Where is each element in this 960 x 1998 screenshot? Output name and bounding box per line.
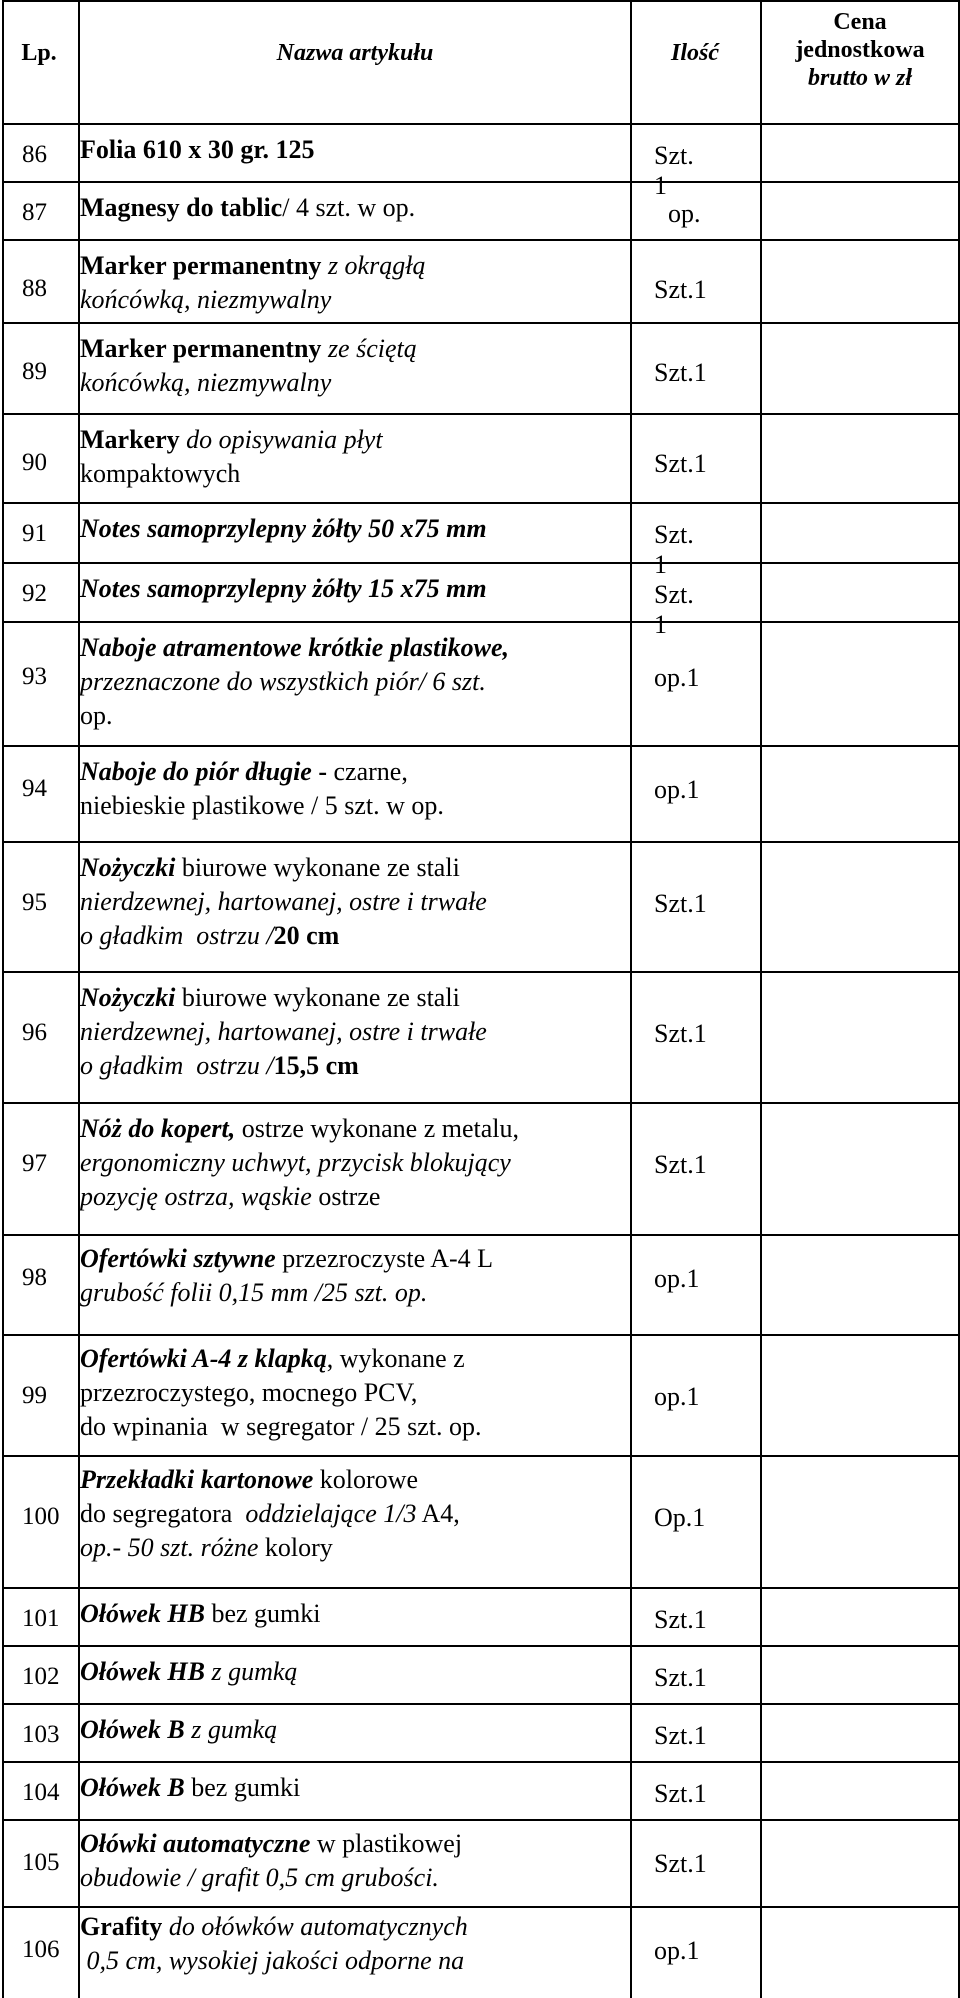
description-segment: kompaktowych <box>80 459 241 488</box>
row-lp: 98 <box>22 1264 47 1291</box>
header-price <box>760 8 960 92</box>
row-description <box>80 1597 320 1631</box>
description-segment: z okrągłą <box>321 251 426 280</box>
row-divider <box>2 239 958 241</box>
description-segment: 0,5 cm, wysokiej jakości odporne na <box>80 1946 465 1975</box>
row-quantity: Szt.1 <box>654 275 707 304</box>
description-segment: nierdzewnej, hartowanej, ostre i trwałe <box>80 887 487 916</box>
row-lp: 92 <box>22 580 47 607</box>
description-line <box>80 423 383 457</box>
row-divider <box>2 621 958 623</box>
description-segment: Ołówek HB <box>80 1599 205 1628</box>
row-description <box>80 851 487 953</box>
column-divider <box>760 0 762 1998</box>
row-quantity: op.1 <box>654 1264 700 1293</box>
row-quantity: Op.1 <box>654 1503 706 1532</box>
description-line <box>80 1910 468 1944</box>
description-line <box>80 1015 487 1049</box>
column-divider <box>2 0 4 1998</box>
row-lp: 100 <box>22 1503 60 1530</box>
description-line <box>80 981 487 1015</box>
row-lp: 93 <box>22 663 47 690</box>
row-lp: 96 <box>22 1019 47 1046</box>
description-segment: Notes samoprzylepny żółty 15 x75 mm <box>80 574 487 603</box>
description-segment: w plastikowej <box>310 1829 463 1858</box>
row-lp: 99 <box>22 1382 47 1409</box>
description-line <box>80 1242 493 1276</box>
description-segment: pozycję ostrza, wąskie <box>80 1182 312 1211</box>
row-lp: 94 <box>22 775 47 802</box>
description-line <box>80 133 314 167</box>
description-segment: / 4 szt. w op. <box>282 193 416 222</box>
description-segment: Ofertówki A-4 z klapką <box>80 1344 327 1373</box>
row-quantity: op. <box>668 199 701 228</box>
description-segment: Przekładki kartonowe <box>80 1465 314 1494</box>
description-line <box>80 1944 468 1978</box>
row-divider <box>2 1102 958 1104</box>
row-divider <box>2 502 958 504</box>
description-segment: do wpinania w segregator / 25 szt. op. <box>80 1412 482 1441</box>
row-description <box>80 572 487 606</box>
description-segment: biurowe wykonane ze stali <box>175 853 460 882</box>
description-line <box>80 1342 481 1376</box>
row-lp: 105 <box>22 1849 60 1876</box>
row-lp: 90 <box>22 449 47 476</box>
description-segment: Nożyczki <box>80 853 176 882</box>
row-lp: 88 <box>22 275 47 302</box>
row-divider <box>2 1906 958 1908</box>
header-price-line3: brutto w zł <box>807 65 913 91</box>
description-segment: ergonomiczny uchwyt, przycisk blokujący <box>80 1148 511 1177</box>
description-segment: Grafity <box>80 1912 163 1941</box>
description-segment: op. <box>80 701 113 730</box>
description-segment: Marker permanentny <box>80 251 322 280</box>
row-divider <box>2 1455 958 1457</box>
row-divider <box>2 322 958 324</box>
description-segment: A4, <box>416 1499 460 1528</box>
description-segment: do opisywania płyt <box>179 425 383 454</box>
row-lp: 101 <box>22 1605 60 1632</box>
description-segment: czarne, <box>333 757 408 786</box>
row-quantity: op.1 <box>654 663 700 692</box>
row-divider <box>2 1703 958 1705</box>
description-line <box>80 1180 519 1214</box>
description-segment: Naboje do piór długie <box>80 757 312 786</box>
description-segment: o gładkim ostrzu / <box>80 921 274 950</box>
description-segment: kolory <box>258 1533 333 1562</box>
row-description <box>80 1342 481 1444</box>
row-quantity: Szt. 1 <box>654 520 694 579</box>
description-segment: 15,5 cm <box>273 1051 359 1080</box>
description-segment: Ołówek B <box>80 1773 185 1802</box>
row-divider <box>2 971 958 973</box>
header-lp: Lp. <box>21 40 57 66</box>
row-description <box>80 1655 297 1689</box>
description-segment: końcówką, niezmywalny <box>80 285 332 314</box>
row-description <box>80 133 314 167</box>
row-description <box>80 332 417 400</box>
row-quantity: Szt.1 <box>654 1779 707 1808</box>
description-line <box>80 1827 462 1861</box>
description-line <box>80 631 509 665</box>
row-quantity: Szt.1 <box>654 1663 707 1692</box>
header-price-line1: Cena <box>833 9 887 35</box>
description-line <box>80 1861 462 1895</box>
description-line <box>80 851 487 885</box>
row-lp: 103 <box>22 1721 60 1748</box>
header-price-line2: jednostkowa <box>795 37 925 63</box>
description-line <box>80 572 487 606</box>
row-lp: 86 <box>22 141 47 168</box>
row-description <box>80 1910 468 1978</box>
row-quantity: Szt.1 <box>654 449 707 478</box>
row-description <box>80 249 425 317</box>
description-segment: Naboje atramentowe krótkie plastikowe, <box>80 633 509 662</box>
row-quantity: Szt. 1 <box>654 141 694 200</box>
row-quantity: Szt.1 <box>654 1150 707 1179</box>
description-line <box>80 755 444 789</box>
column-divider <box>630 0 632 1998</box>
description-line <box>80 919 487 953</box>
row-lp: 102 <box>22 1663 60 1690</box>
row-quantity: Szt.1 <box>654 889 707 918</box>
row-lp: 87 <box>22 199 47 226</box>
description-segment: Nożyczki <box>80 983 176 1012</box>
row-divider <box>2 181 958 183</box>
description-line <box>80 1276 493 1310</box>
description-segment: Ołówek B <box>80 1715 185 1744</box>
row-divider <box>2 1234 958 1236</box>
description-line <box>80 665 509 699</box>
description-line <box>80 789 444 823</box>
row-quantity: Szt. 1 <box>654 580 694 639</box>
description-segment: ostrze wykonane z metalu, <box>235 1114 520 1143</box>
description-line <box>80 457 383 491</box>
row-divider <box>2 745 958 747</box>
row-lp: 89 <box>22 358 47 385</box>
description-line <box>80 699 509 733</box>
row-lp: 91 <box>22 520 47 547</box>
description-segment: oddzielające 1/3 <box>238 1499 417 1528</box>
description-segment: kolorowe <box>313 1465 418 1494</box>
description-line <box>80 1713 277 1747</box>
description-segment: przezroczystego, mocnego PCV, <box>80 1378 418 1407</box>
description-line <box>80 885 487 919</box>
description-segment: Ofertówki sztywne <box>80 1244 276 1273</box>
description-segment: Magnesy do tablic <box>80 193 283 222</box>
description-segment: o gładkim ostrzu / <box>80 1051 274 1080</box>
description-segment: bez gumki <box>184 1773 301 1802</box>
row-description <box>80 981 487 1083</box>
description-segment: do segregatora <box>80 1499 239 1528</box>
row-quantity: Szt.1 <box>654 1849 707 1878</box>
row-divider <box>2 1761 958 1763</box>
row-description <box>80 1463 460 1565</box>
row-description <box>80 631 509 733</box>
row-description <box>80 512 487 546</box>
row-description <box>80 1827 462 1895</box>
row-divider <box>2 1587 958 1589</box>
row-quantity: op.1 <box>654 775 700 804</box>
description-segment: Nóż do kopert, <box>80 1114 236 1143</box>
row-divider <box>2 1645 958 1647</box>
description-segment: z gumką <box>204 1657 298 1686</box>
description-line <box>80 1410 481 1444</box>
description-segment: do ołówków automatycznych <box>162 1912 468 1941</box>
description-segment: nierdzewnej, hartowanej, ostre i trwałe <box>80 1017 487 1046</box>
description-segment: Markery <box>80 425 180 454</box>
description-line <box>80 1049 487 1083</box>
description-segment: - <box>311 757 334 786</box>
description-line <box>80 1463 460 1497</box>
row-divider <box>2 1819 958 1821</box>
row-divider <box>2 841 958 843</box>
description-line <box>80 1771 300 1805</box>
description-line <box>80 1146 519 1180</box>
description-segment: 20 cm <box>273 921 340 950</box>
description-segment: przezroczyste A-4 L <box>275 1244 494 1273</box>
row-description <box>80 1771 300 1805</box>
row-lp: 104 <box>22 1779 60 1806</box>
description-line <box>80 512 487 546</box>
row-lp: 106 <box>22 1936 60 1963</box>
row-quantity: Szt.1 <box>654 1605 707 1634</box>
description-segment: bez gumki <box>204 1599 321 1628</box>
row-divider <box>2 123 958 125</box>
row-description <box>80 1242 493 1310</box>
row-quantity: Szt.1 <box>654 1721 707 1750</box>
description-segment: ostrze <box>311 1182 381 1211</box>
description-segment: Marker permanentny <box>80 334 322 363</box>
header-name: Nazwa artykułu <box>276 40 434 66</box>
description-segment: przeznaczone do wszystkich piór/ 6 szt. <box>80 667 486 696</box>
row-description <box>80 1112 519 1214</box>
row-divider <box>2 562 958 564</box>
description-line <box>80 1497 460 1531</box>
description-segment: grubość folii 0,15 mm /25 szt. op. <box>80 1278 428 1307</box>
description-line <box>80 1376 481 1410</box>
row-description <box>80 423 383 491</box>
row-divider <box>2 413 958 415</box>
description-line <box>80 283 425 317</box>
description-segment: Ołówki automatyczne <box>80 1829 311 1858</box>
row-description <box>80 191 415 225</box>
row-quantity: Szt.1 <box>654 1019 707 1048</box>
description-line <box>80 1112 519 1146</box>
description-line <box>80 191 415 225</box>
description-segment: Notes samoprzylepny żółty 50 x75 mm <box>80 514 487 543</box>
description-segment: , wykonane z <box>326 1344 465 1373</box>
description-segment: Ołówek HB <box>80 1657 205 1686</box>
row-lp: 97 <box>22 1150 47 1177</box>
description-segment: ze ściętą <box>321 334 417 363</box>
description-segment: op.- 50 szt. różne <box>80 1533 259 1562</box>
row-quantity: op.1 <box>654 1936 700 1965</box>
description-segment: obudowie / grafit 0,5 cm grubości. <box>80 1863 439 1892</box>
description-line <box>80 249 425 283</box>
row-description <box>80 1713 277 1747</box>
row-description <box>80 755 444 823</box>
row-divider <box>2 1334 958 1336</box>
row-divider <box>2 0 958 2</box>
description-line <box>80 1655 297 1689</box>
description-line <box>80 332 417 366</box>
description-line <box>80 1597 320 1631</box>
row-lp: 95 <box>22 889 47 916</box>
description-line <box>80 366 417 400</box>
description-segment: z gumką <box>184 1715 278 1744</box>
description-segment: końcówką, niezmywalny <box>80 368 332 397</box>
description-segment: biurowe wykonane ze stali <box>175 983 460 1012</box>
row-quantity: Szt.1 <box>654 358 707 387</box>
row-quantity: op.1 <box>654 1382 700 1411</box>
description-line <box>80 1531 460 1565</box>
description-segment: Folia 610 x 30 gr. 125 <box>80 135 315 164</box>
description-segment: niebieskie plastikowe / 5 szt. w op. <box>80 791 444 820</box>
header-qty: Ilość <box>671 40 719 66</box>
